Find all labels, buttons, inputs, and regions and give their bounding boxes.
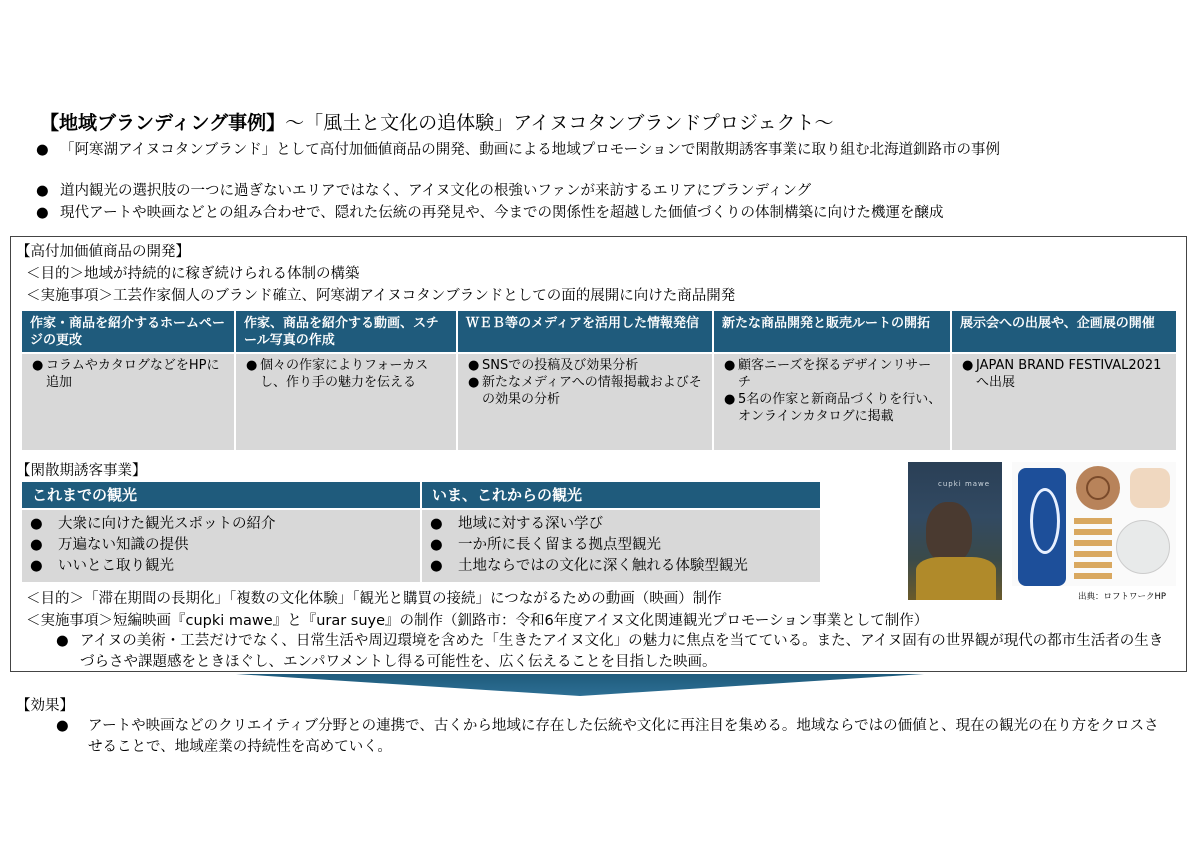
bullet-icon: ● xyxy=(246,358,258,373)
bullet-icon: ● xyxy=(962,358,974,373)
bullet-text: 現代アートや映画などとの組み合わせで、隠れた伝統の再発見や、今までの関係性を超越した価値づくりの体制構築に向けた機運を醸成 xyxy=(60,205,944,221)
section1-heading: 【高付加価値商品の開発】 xyxy=(16,244,190,260)
after-body xyxy=(422,510,820,582)
list-item: ● 土地ならではの文化に深く触れる体験型観光 xyxy=(430,556,820,577)
effect-body xyxy=(56,716,1166,758)
section2-implementation: ＜実施事項＞短編映画『cupki mawe』と『urar suye』の制作（釧路市：令和6年度アイヌ文化関連観光プロモーション事業として制作） xyxy=(26,613,929,629)
after-header: いま、これからの観光 xyxy=(422,482,820,508)
plate-shape xyxy=(1116,520,1170,574)
movie-title: cupki mawe xyxy=(938,480,991,488)
list-item: ● JAPAN BRAND FESTIVAL2021へ出展 xyxy=(962,358,1162,390)
bullet-icon: ● xyxy=(724,392,736,407)
down-arrow-icon xyxy=(236,674,924,696)
column-header: ＷＥＢ等のメディアを活用した情報発信 xyxy=(458,311,712,352)
list-item: ● 顧客ニーズを探るデザインリサーチ xyxy=(724,358,932,390)
title-bold: 【地域ブランディング事例】 xyxy=(40,112,286,134)
poster-scarf-shape xyxy=(916,557,996,600)
bullet-icon: ● xyxy=(36,183,49,199)
page-title xyxy=(40,108,833,135)
poster-face-shape xyxy=(926,502,972,562)
bullet-text: 道内観光の選択肢の一つに過ぎないエリアではなく、アイヌ文化の根強いファンが来訪するエリアにブランディング xyxy=(60,183,812,199)
bullet-icon: ● xyxy=(468,375,480,390)
bullet-icon: ● xyxy=(430,537,443,553)
section2-heading: 【閑散期誘客事業】 xyxy=(16,463,147,479)
list-item: ● 地域に対する深い学び xyxy=(430,514,820,535)
effect-heading: 【効果】 xyxy=(16,698,74,714)
section1-implementation: ＜実施事項＞工芸作家個人のブランド確立、阿寒湖アイヌコタンブランドとしての面的展開に向けた商品開発 xyxy=(26,288,736,304)
image-credit: 出典：ロフトワークHP xyxy=(1078,592,1167,602)
note-text: アイヌの美術・工芸だけでなく、日常生活や周辺環境を含めた「生きたアイヌ文化」の魅力に焦点を当てている。また、アイヌ固有の世界観が現代の都市生活者の生きづらさや課題感をときほぐし、エンパワメントし得る可能性を、広く伝えることを目指した映画。 xyxy=(80,633,1164,670)
column-header: 作家・商品を紹介するホームページの更改 xyxy=(22,311,234,352)
list-item: ● 5名の作家と新商品づくりを行い、オンラインカタログに掲載 xyxy=(724,392,942,424)
crafts-photo-image xyxy=(1012,462,1176,586)
bullet-icon: ● xyxy=(56,633,69,649)
tray-shape xyxy=(1076,466,1120,510)
list-item: ● いいとこ取り観光 xyxy=(30,556,420,577)
list-item: ● SNSでの投稿及び効果分析 xyxy=(468,358,639,373)
bullet-icon: ● xyxy=(32,358,44,373)
column-body xyxy=(22,354,234,450)
bullet-icon: ● xyxy=(30,537,43,553)
bullet-icon: ● xyxy=(30,558,43,574)
list-item: ● 万遍ない知識の提供 xyxy=(30,535,420,556)
list-item: ● 大衆に向けた観光スポットの紹介 xyxy=(30,514,420,535)
movie-poster-image xyxy=(908,462,1002,600)
column-header: 作家、商品を紹介する動画、スチール写真の作成 xyxy=(236,311,456,352)
bullet-icon: ● xyxy=(724,358,736,373)
bullet-icon: ● xyxy=(56,718,69,734)
bullet-icon: ● xyxy=(36,205,49,221)
bullet-icon: ● xyxy=(430,558,443,574)
column-body xyxy=(714,354,950,450)
section2-purpose: ＜目的＞「滞在期間の長期化」「複数の文化体験」「観光と購買の接続」につながるための動画（映画）制作 xyxy=(26,591,722,607)
column-body xyxy=(952,354,1176,450)
list-item: ● 個々の作家によりフォーカスし、作り手の魅力を伝える xyxy=(246,358,429,390)
bullet-icon: ● xyxy=(30,516,43,532)
dish-shape xyxy=(1130,468,1170,508)
effect-text: アートや映画などのクリエイティブ分野との連携で、古くから地域に存在した伝統や文化に再注目を集める。地域ならではの価値と、現在の観光の在り方をクロスさせることで、地域産業の持続性を高めていく。 xyxy=(88,718,1159,755)
list-item: ● コラムやカタログなどをHPに追加 xyxy=(32,358,220,390)
column-header: 展示会への出展や、企画展の開催 xyxy=(952,311,1176,352)
textile-shape xyxy=(1018,468,1066,586)
bullet-icon: ● xyxy=(468,358,480,373)
before-header: これまでの観光 xyxy=(22,482,420,508)
bullet-icon: ● xyxy=(430,516,443,532)
column-body xyxy=(458,354,712,450)
list-item: ● 一か所に長く留まる拠点型観光 xyxy=(430,535,820,556)
list-item: ● 新たなメディアへの情報掲載およびその効果の分析 xyxy=(468,375,702,407)
section2-note xyxy=(56,631,1166,673)
bullet-icon: ● xyxy=(36,142,49,158)
title-rest: ～「風土と文化の追体験」アイヌコタンブランドプロジェクト～ xyxy=(285,112,834,134)
column-header: 新たな商品開発と販売ルートの開拓 xyxy=(714,311,950,352)
section1-purpose: ＜目的＞地域が持続的に稼ぎ続けられる体制の構築 xyxy=(26,266,360,282)
column-body xyxy=(236,354,456,450)
bullet-text: 「阿寒湖アイヌコタンブランド」として高付加価値商品の開発、動画による地域プロモーションで閑散期誘客事業に取り組む北海道釧路市の事例 xyxy=(60,142,1001,158)
before-body xyxy=(22,510,420,582)
sticks-shape xyxy=(1074,518,1112,582)
